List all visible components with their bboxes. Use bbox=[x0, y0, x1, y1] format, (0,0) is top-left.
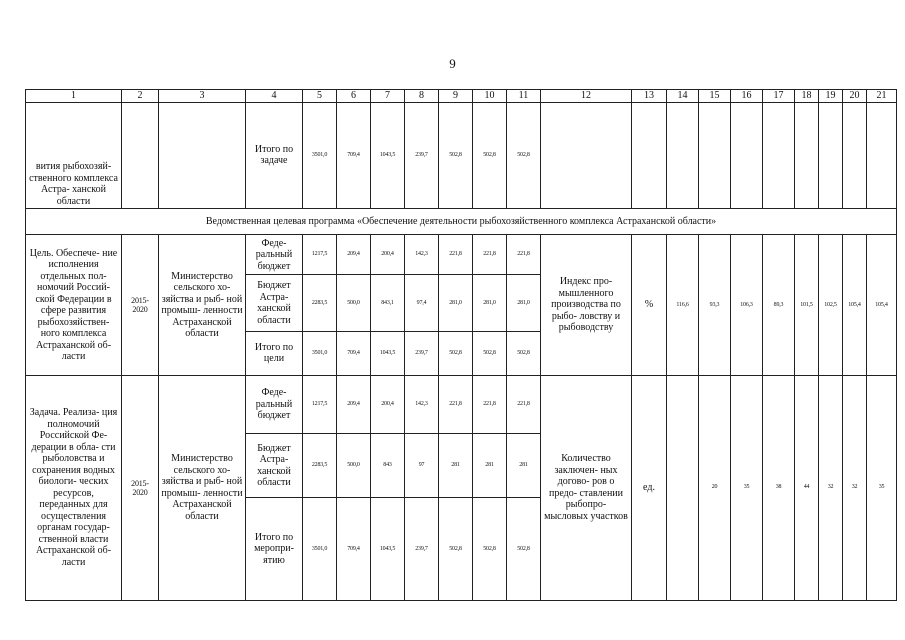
source-label: Бюджет Астра- ханской области bbox=[246, 434, 303, 498]
value-cell: 1043,5 bbox=[371, 331, 405, 375]
value-cell: 221,8 bbox=[473, 375, 507, 433]
header-cell: 21 bbox=[867, 90, 897, 103]
value-cell: 142,3 bbox=[405, 235, 439, 275]
header-cell: 20 bbox=[843, 90, 867, 103]
indicator-value: 93,3 bbox=[699, 235, 731, 376]
value-cell: 3501,0 bbox=[303, 498, 337, 601]
indicator-value: 32 bbox=[819, 375, 843, 600]
value-cell: 709,4 bbox=[337, 102, 371, 209]
value-cell: 200,4 bbox=[371, 375, 405, 433]
indicator-value: 101,5 bbox=[795, 235, 819, 376]
header-cell: 11 bbox=[507, 90, 541, 103]
task-unit: ед. bbox=[632, 375, 667, 600]
header-cell: 6 bbox=[337, 90, 371, 103]
value-cell: 500,0 bbox=[337, 275, 371, 331]
value-cell: 281 bbox=[439, 434, 473, 498]
indicator-value: 89,3 bbox=[763, 235, 795, 376]
header-cell: 16 bbox=[731, 90, 763, 103]
indicator-value: 106,3 bbox=[731, 235, 763, 376]
header-cell: 13 bbox=[632, 90, 667, 103]
indicator-value: 32 bbox=[843, 375, 867, 600]
goal-unit: % bbox=[632, 235, 667, 376]
value-cell: 239,7 bbox=[405, 331, 439, 375]
header-cell: 19 bbox=[819, 90, 843, 103]
source-label: Бюджет Астра- ханской области bbox=[246, 275, 303, 331]
value-cell: 239,7 bbox=[405, 498, 439, 601]
value-cell: 1217,5 bbox=[303, 375, 337, 433]
value-cell: 281,0 bbox=[507, 275, 541, 331]
value-cell: 500,0 bbox=[337, 434, 371, 498]
value-cell: 281,0 bbox=[473, 275, 507, 331]
value-cell: 1043,5 bbox=[371, 498, 405, 601]
header-cell: 1 bbox=[26, 90, 122, 103]
indicator-value: 35 bbox=[731, 375, 763, 600]
table-row bbox=[26, 375, 897, 433]
indicator-value: 38 bbox=[763, 375, 795, 600]
indicator-value: 105,4 bbox=[867, 235, 897, 376]
source-label: Феде- ральный бюджет bbox=[246, 235, 303, 275]
total-label: Итого по задаче bbox=[246, 102, 303, 209]
value-cell: 209,4 bbox=[337, 375, 371, 433]
goal-period: 2015- 2020 bbox=[122, 235, 159, 376]
indicator-value: 20 bbox=[699, 375, 731, 600]
value-cell: 502,8 bbox=[473, 331, 507, 375]
program-title: Ведомственная целевая программа «Обеспечение деятельности рыбохозяйственного комплекса Астраханской области» bbox=[26, 209, 897, 235]
indicator-value: 44 bbox=[795, 375, 819, 600]
value-cell: 3501,0 bbox=[303, 331, 337, 375]
header-cell: 18 bbox=[795, 90, 819, 103]
goal-text: Цель. Обеспече- ние исполнения отдельных пол- номочий Россий- ской Федерации в сфере развития рыбохозяйствен- ного комплекса Астраханской об- ласти bbox=[26, 235, 122, 376]
source-label: Итого по меропри- ятию bbox=[246, 498, 303, 601]
header-cell: 10 bbox=[473, 90, 507, 103]
value-cell: 97,4 bbox=[405, 275, 439, 331]
header-cell: 3 bbox=[159, 90, 246, 103]
value-cell: 3501,0 bbox=[303, 102, 337, 209]
value-cell: 221,8 bbox=[507, 375, 541, 433]
task-indicator: Количество заключен- ных догово- ров о предо- ставлении рыбопро- мысловых участков bbox=[541, 375, 632, 600]
task-period: 2015- 2020 bbox=[122, 375, 159, 600]
header-cell: 7 bbox=[371, 90, 405, 103]
value-cell: 2283,5 bbox=[303, 275, 337, 331]
header-cell: 4 bbox=[246, 90, 303, 103]
indicator-value: 105,4 bbox=[843, 235, 867, 376]
value-cell: 502,8 bbox=[439, 331, 473, 375]
value-cell: 709,4 bbox=[337, 498, 371, 601]
value-cell: 97 bbox=[405, 434, 439, 498]
value-cell: 239,7 bbox=[405, 102, 439, 209]
header-row bbox=[26, 90, 897, 103]
task-text: Задача. Реализа- ция полномочий Российской Фе- дерации в обла- сти рыболовства и сохранения водных биологи- ческих ресурсов, переданных для осуществления органам государ- ственной власти Астраханской об- ласти bbox=[26, 375, 122, 600]
header-cell: 17 bbox=[763, 90, 795, 103]
value-cell: 502,8 bbox=[473, 102, 507, 209]
header-cell: 5 bbox=[303, 90, 337, 103]
header-cell: 9 bbox=[439, 90, 473, 103]
goal-executor: Министерство сельского хо- зяйства и рыб- ной промыш- ленности Астраханской области bbox=[159, 235, 246, 376]
table-row bbox=[26, 102, 897, 209]
value-cell: 709,4 bbox=[337, 331, 371, 375]
value-cell: 209,4 bbox=[337, 235, 371, 275]
task-executor: Министерство сельского хо- зяйства и рыб- ной промыш- ленности Астраханской области bbox=[159, 375, 246, 600]
value-cell: 502,8 bbox=[507, 498, 541, 601]
header-cell: 15 bbox=[699, 90, 731, 103]
value-cell: 2283,5 bbox=[303, 434, 337, 498]
header-cell: 14 bbox=[667, 90, 699, 103]
header-cell: 12 bbox=[541, 90, 632, 103]
indicator-value: 35 bbox=[867, 375, 897, 600]
value-cell: 142,3 bbox=[405, 375, 439, 433]
value-cell: 200,4 bbox=[371, 235, 405, 275]
value-cell: 502,8 bbox=[473, 498, 507, 601]
value-cell: 502,8 bbox=[507, 331, 541, 375]
value-cell: 502,8 bbox=[439, 498, 473, 601]
value-cell: 221,8 bbox=[507, 235, 541, 275]
value-cell: 1217,5 bbox=[303, 235, 337, 275]
value-cell: 281,0 bbox=[439, 275, 473, 331]
page-number: 9 bbox=[449, 56, 456, 71]
value-cell: 843 bbox=[371, 434, 405, 498]
source-label: Итого по цели bbox=[246, 331, 303, 375]
value-cell: 843,1 bbox=[371, 275, 405, 331]
source-label: Феде- ральный бюджет bbox=[246, 375, 303, 433]
header-cell: 8 bbox=[405, 90, 439, 103]
value-cell: 1043,5 bbox=[371, 102, 405, 209]
value-cell: 221,8 bbox=[439, 375, 473, 433]
value-cell: 502,8 bbox=[507, 102, 541, 209]
value-cell: 502,8 bbox=[439, 102, 473, 209]
value-cell: 221,8 bbox=[439, 235, 473, 275]
value-cell: 281 bbox=[473, 434, 507, 498]
goal-indicator: Индекс про- мышленного производства по рыбо- ловству и рыбоводству bbox=[541, 235, 632, 376]
program-title-row bbox=[26, 209, 897, 235]
indicator-value: 116,6 bbox=[667, 235, 699, 376]
task-continuation-text: вития рыбохозяй- ственного комплекса Астра- ханской области bbox=[26, 102, 122, 209]
indicator-value: 102,5 bbox=[819, 235, 843, 376]
program-table bbox=[25, 89, 897, 601]
table-row bbox=[26, 235, 897, 275]
value-cell: 221,8 bbox=[473, 235, 507, 275]
header-cell: 2 bbox=[122, 90, 159, 103]
indicator-value bbox=[667, 375, 699, 600]
value-cell: 281 bbox=[507, 434, 541, 498]
